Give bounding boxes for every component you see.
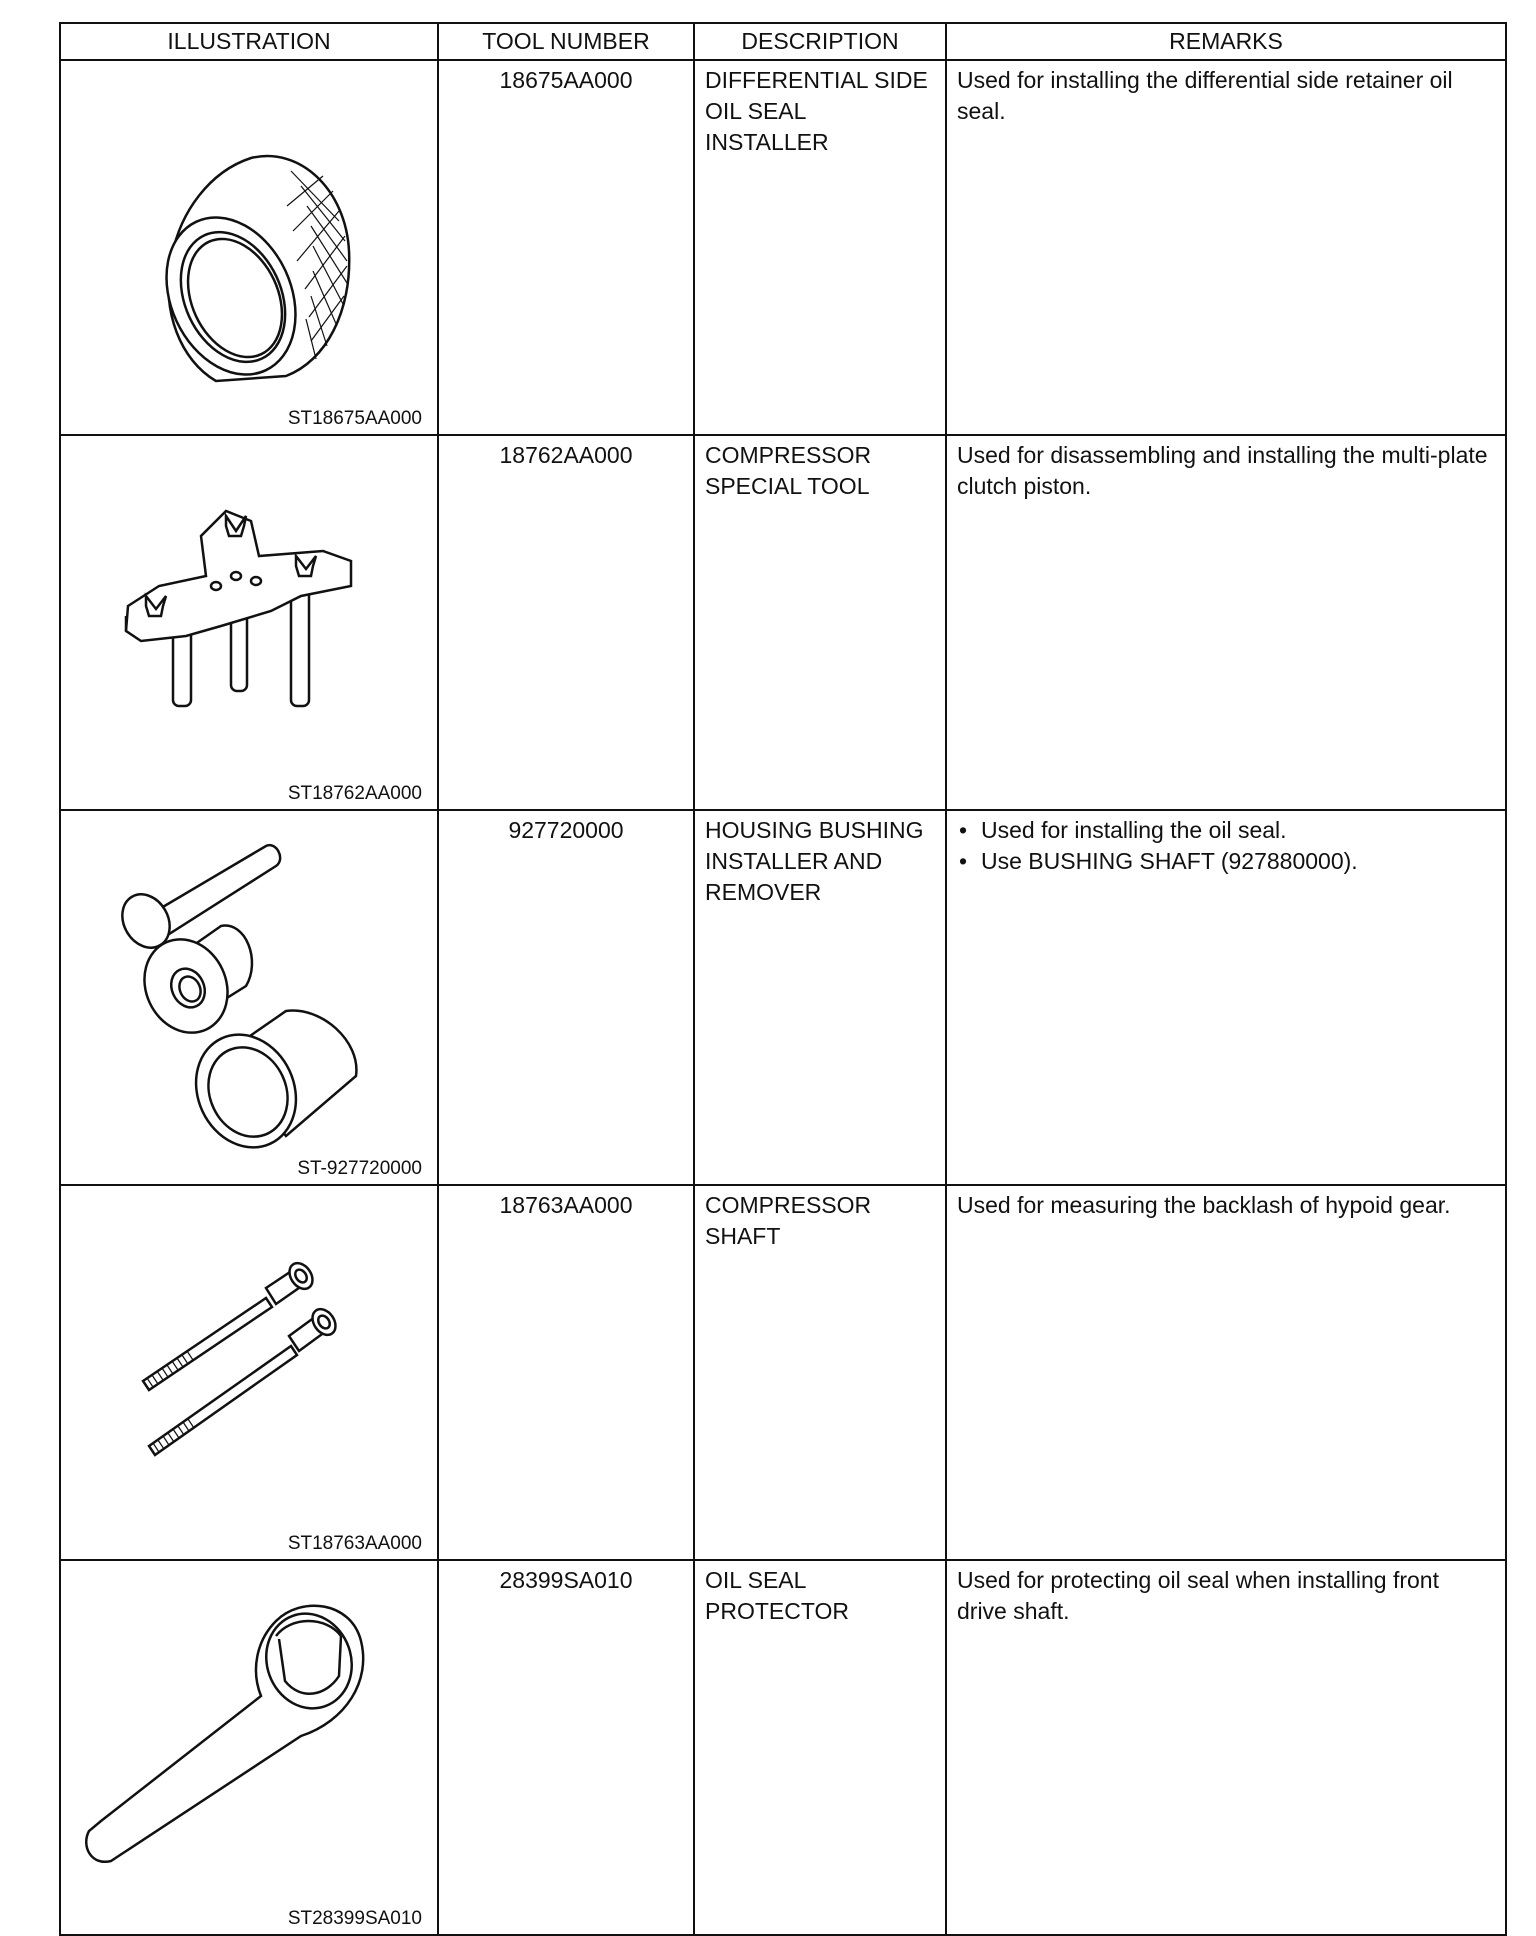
list-item: • Use BUSHING SHAFT (927880000). <box>957 846 1495 877</box>
tool-description: COMPRESSOR SHAFT <box>694 1185 946 1560</box>
tool-remarks <box>946 60 1506 435</box>
header-tool-number: TOOL NUMBER <box>438 23 694 60</box>
illustration-caption: ST-927720000 <box>297 1158 422 1179</box>
tool-number: 18763AA000 <box>438 1185 694 1560</box>
tool-number: 28399SA010 <box>438 1560 694 1935</box>
illustration-caption: ST18675AA000 <box>287 408 422 429</box>
tool-description: OIL SEAL PROTECTOR <box>694 1560 946 1935</box>
table-row <box>60 810 1506 1185</box>
table-row <box>60 1185 1506 1560</box>
illustration-cell <box>60 1560 438 1935</box>
header-description: DESCRIPTION <box>694 23 946 60</box>
tool-number: 18762AA000 <box>438 435 694 810</box>
illustration-cell <box>60 810 438 1185</box>
table-row <box>60 435 1506 810</box>
tool-number: 18675AA000 <box>438 60 694 435</box>
compressor-plate-icon <box>61 436 439 803</box>
illustration-cell <box>60 1185 438 1560</box>
tool-description: DIFFERENTIAL SIDE OIL SEAL INSTALLER <box>694 60 946 435</box>
tool-description: HOUSING BUSHING INSTALLER AND REMOVER <box>694 810 946 1185</box>
header-row <box>60 23 1506 60</box>
tool-remarks <box>946 1185 1506 1560</box>
seal-protector-icon <box>61 1561 439 1928</box>
illustration-caption: ST18763AA000 <box>287 1533 422 1554</box>
header-illustration: ILLUSTRATION <box>60 23 438 60</box>
illustration-caption: ST18762AA000 <box>287 783 422 804</box>
illustration-cell <box>60 60 438 435</box>
remark-text: Used for installing the differential side retainer oil seal. <box>957 67 1453 124</box>
special-tools-table <box>59 22 1507 1936</box>
tool-remarks <box>946 810 1506 1185</box>
installer-ring-icon <box>61 61 439 428</box>
remark-text: Used for measuring the backlash of hypoid gear. <box>957 1192 1451 1218</box>
tool-remarks <box>946 1560 1506 1935</box>
remark-text: Used for disassembling and installing the multi-plate clutch piston. <box>957 442 1488 499</box>
list-item: • Used for installing the oil seal. <box>957 815 1495 846</box>
table-row <box>60 1560 1506 1935</box>
tool-description: COMPRESSOR SPECIAL TOOL <box>694 435 946 810</box>
threaded-shaft-icon <box>61 1186 439 1553</box>
tool-remarks <box>946 435 1506 810</box>
header-remarks: REMARKS <box>946 23 1506 60</box>
tool-number: 927720000 <box>438 810 694 1185</box>
remarks-list <box>957 815 1495 877</box>
illustration-caption: ST28399SA010 <box>287 1908 422 1929</box>
bushing-set-icon <box>61 811 439 1178</box>
illustration-cell <box>60 435 438 810</box>
table-row <box>60 60 1506 435</box>
remark-text: Used for protecting oil seal when installing front drive shaft. <box>957 1567 1439 1624</box>
